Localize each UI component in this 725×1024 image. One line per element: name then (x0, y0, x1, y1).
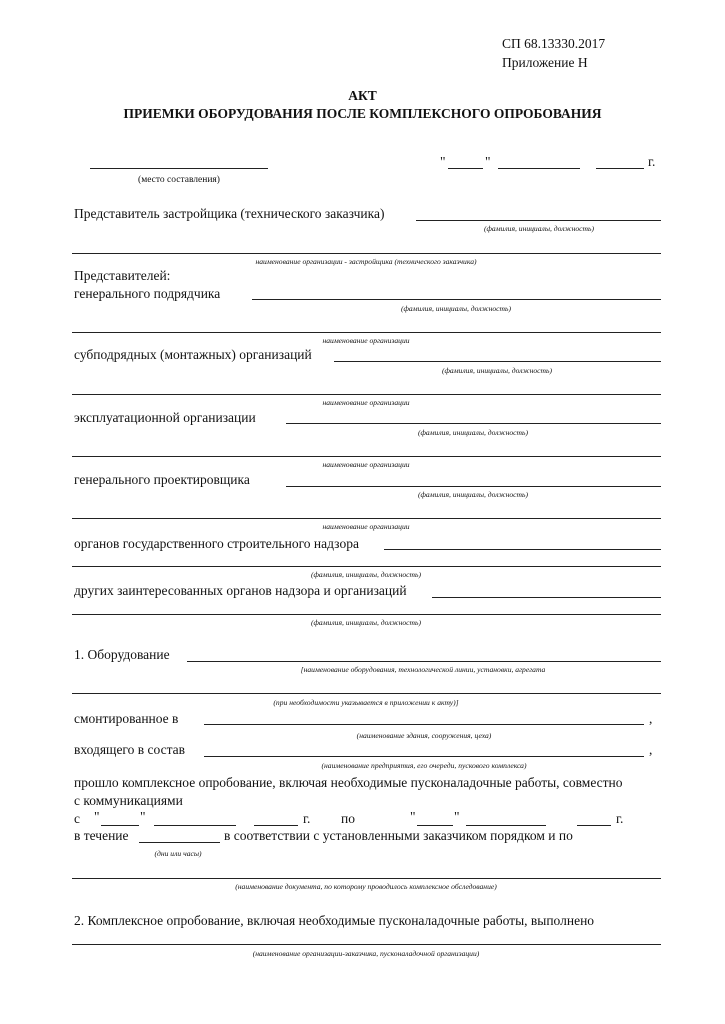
period-from-label: с (74, 811, 80, 826)
order-text: в соответствии с установленными заказчиком порядком и по (224, 828, 573, 843)
section2-label: 2. Комплексное опробование, включая необходимые пусконаладочные работы, выполнено (74, 913, 595, 928)
state-supervision-label: органов государственного строительного надзора (74, 536, 359, 551)
developer-org-field[interactable] (72, 253, 661, 254)
other-bodies-label: других заинтересованных органов надзора и организаций (74, 583, 407, 598)
period-to-quote-open: " (410, 809, 416, 824)
period-to-day-field[interactable] (417, 825, 453, 826)
subcontractors-org-field[interactable] (72, 394, 661, 395)
general-contractor-org-caption: наименование организации (322, 336, 410, 345)
general-designer-label: генерального проектировщика (74, 472, 250, 487)
developer-label: Представитель застройщика (технического заказчика) (74, 206, 385, 221)
general-designer-name-caption: (фамилия, инициалы, должность) (417, 490, 529, 499)
operator-org-caption: наименование организации (322, 460, 410, 469)
operator-name-caption: (фамилия, инициалы, должность) (417, 428, 529, 437)
document-caption: (наименование документа, по которому проводилось комплексное обследование) (235, 882, 497, 891)
during-label: в течение (74, 828, 129, 843)
standard-code: СП 68.13330.2017 (502, 36, 606, 51)
days-caption: (дни или часы) (154, 849, 202, 858)
operator-label: эксплуатационной организации (74, 410, 256, 425)
other-bodies-extra-field[interactable] (72, 614, 661, 615)
subcontractors-name-field[interactable] (334, 361, 661, 362)
operator-org-field[interactable] (72, 456, 661, 457)
equipment-field[interactable] (187, 661, 661, 662)
mounted-comma: , (649, 711, 653, 726)
date-quote-close: " (485, 154, 491, 169)
section2-org-field[interactable] (72, 944, 661, 945)
period-from-quote-close: " (140, 809, 146, 824)
period-to-year-field[interactable] (577, 825, 611, 826)
period-to-quote-close: " (454, 809, 460, 824)
appendix-label: Приложение Н (502, 55, 588, 70)
part-of-field[interactable] (204, 756, 644, 757)
subcontractors-org-caption: наименование организации (322, 398, 410, 407)
enterprise-caption: (наименование предприятия, его очереди, пускового комплекса) (321, 761, 527, 770)
period-from-year-suffix: г. (303, 811, 311, 826)
general-contractor-org-field[interactable] (72, 332, 661, 333)
general-contractor-name-field[interactable] (252, 299, 661, 300)
general-contractor-name-caption: (фамилия, инициалы, должность) (400, 304, 512, 313)
date-month-field[interactable] (498, 168, 580, 169)
period-from-year-field[interactable] (254, 825, 298, 826)
other-bodies-name-field[interactable] (432, 597, 661, 598)
developer-org-caption: наименование организации - застройщика (технического заказчика) (255, 257, 477, 266)
period-from-day-field[interactable] (101, 825, 139, 826)
general-designer-org-caption: наименование организации (322, 522, 410, 531)
equipment-label: 1. Оборудование (74, 647, 170, 662)
date-year-suffix: г. (648, 154, 656, 169)
subcontractors-name-caption: (фамилия, инициалы, должность) (441, 366, 553, 375)
state-supervision-extra-field[interactable] (72, 566, 661, 567)
other-bodies-name-caption: (фамилия, инициалы, должность) (310, 618, 422, 627)
state-supervision-name-caption: (фамилия, инициалы, должность) (310, 570, 422, 579)
part-of-label: входящего в состав (74, 742, 186, 757)
period-to-year-suffix: г. (616, 811, 624, 826)
document-field[interactable] (72, 878, 661, 879)
general-contractor-label: генерального подрядчика (74, 286, 221, 301)
period-from-quote-open: " (94, 809, 100, 824)
part-of-comma: , (649, 742, 653, 757)
equipment-extra-field[interactable] (72, 693, 661, 694)
state-supervision-name-field[interactable] (384, 549, 661, 550)
mounted-label: смонтированное в (74, 711, 179, 726)
period-to-month-field[interactable] (466, 825, 546, 826)
act-subtitle: ПРИЕМКИ ОБОРУДОВАНИЯ ПОСЛЕ КОМПЛЕКСНОГО ОПРОБОВАНИЯ (123, 106, 602, 121)
general-designer-org-field[interactable] (72, 518, 661, 519)
building-caption: (наименование здания, сооружения, цеха) (356, 731, 492, 740)
appendix-caption: (при необходимости указывается в приложении к акту)] (273, 698, 459, 707)
general-designer-name-field[interactable] (286, 486, 661, 487)
representatives-heading: Представителей: (74, 268, 171, 283)
act-title: АКТ (348, 88, 377, 103)
date-quote-open: " (440, 154, 446, 169)
operator-name-field[interactable] (286, 423, 661, 424)
equipment-caption: [наименование оборудования, технологической линии, установки, агрегата (300, 665, 546, 674)
place-caption: (место составления) (138, 175, 220, 185)
period-to-label: по (341, 811, 355, 826)
duration-field[interactable] (139, 842, 220, 843)
place-field[interactable] (90, 168, 268, 169)
date-day-field[interactable] (448, 168, 483, 169)
subcontractors-label: субподрядных (монтажных) организаций (74, 347, 312, 362)
developer-name-caption: (фамилия, инициалы, должность) (483, 224, 595, 233)
developer-name-field[interactable] (416, 220, 661, 221)
tested-text-line1: прошло комплексное опробование, включая необходимые пусконаладочные работы, совместно (74, 775, 623, 790)
tested-text-line2: с коммуникациями (74, 793, 183, 808)
date-year-field[interactable] (596, 168, 644, 169)
period-from-month-field[interactable] (154, 825, 236, 826)
section2-org-caption: (наименование организации-заказчика, пусконаладочной организации) (252, 949, 480, 958)
mounted-in-field[interactable] (204, 724, 644, 725)
